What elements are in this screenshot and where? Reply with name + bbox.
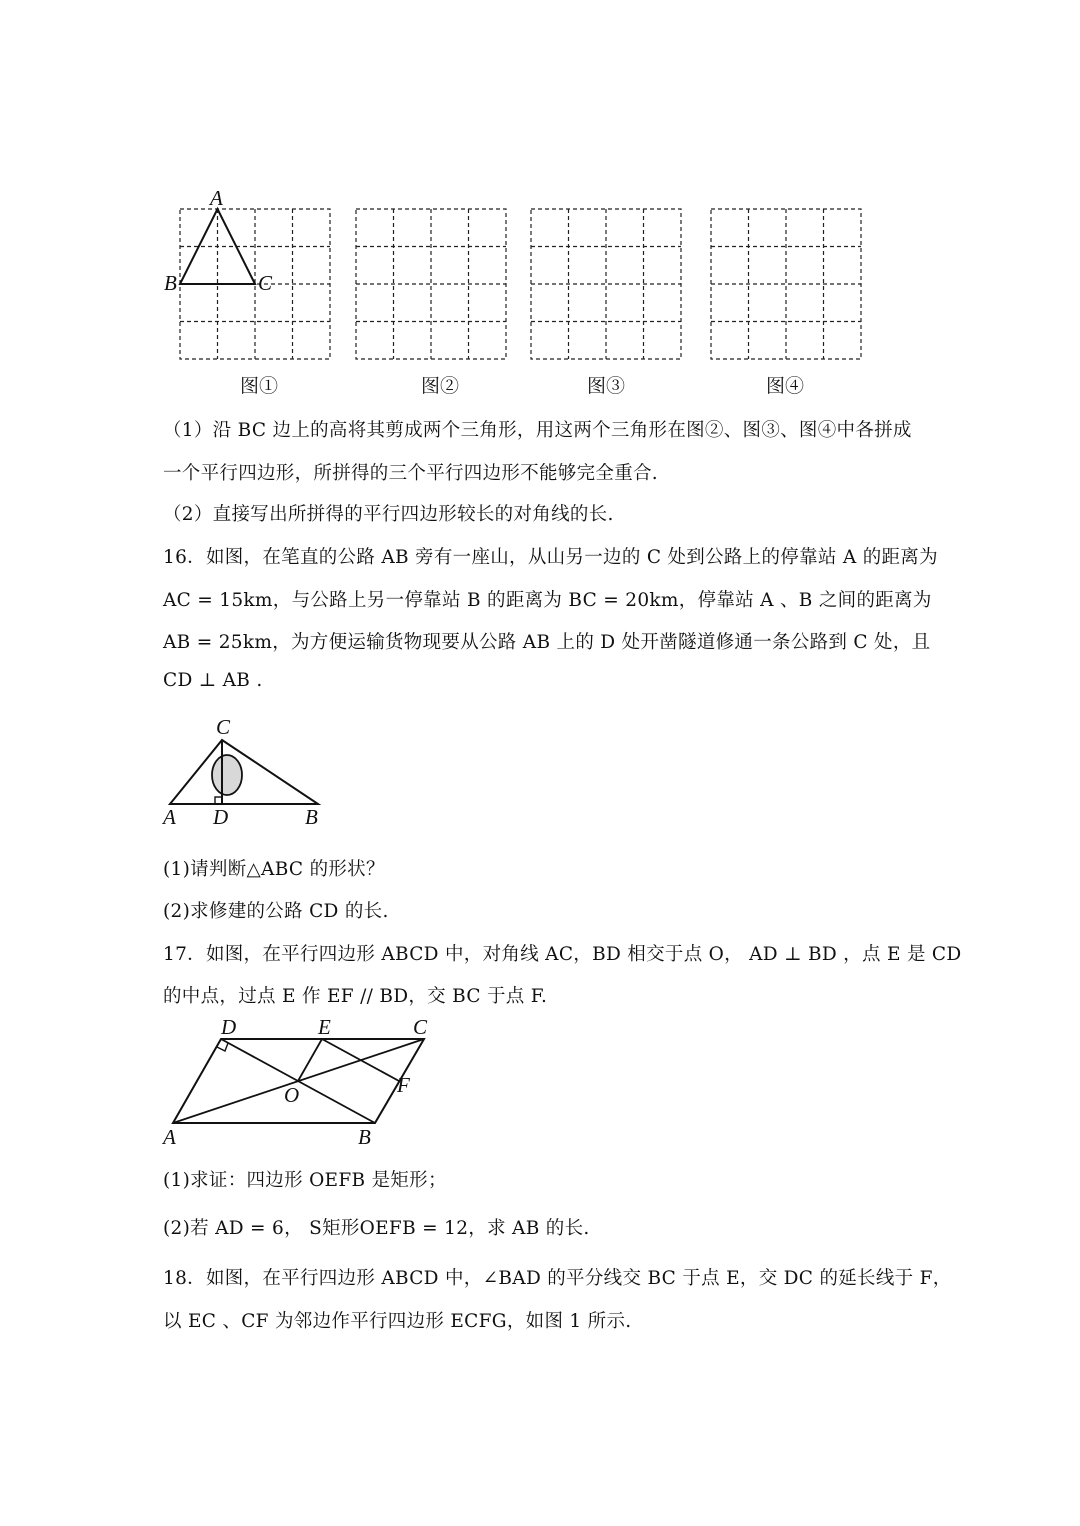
q15-part1-line2: 一个平行四边形，所拼得的三个平行四边形不能够完全重合. <box>163 463 658 484</box>
q16-line4: CD ⊥ AB . <box>163 670 263 691</box>
q16-label-a: A <box>163 805 176 829</box>
q17-part2: (2)若 AD = 6， S矩形OEFB = 12，求 AB 的长. <box>163 1218 590 1239</box>
q15-part2: （2）直接写出所拼得的平行四边形较长的对角线的长. <box>163 504 614 525</box>
q17-label-f: F <box>397 1073 410 1097</box>
q16-label-b: B <box>305 805 318 829</box>
q17-part1: (1)求证：四边形 OEFB 是矩形； <box>163 1170 447 1191</box>
caption-fig-4: 图④ <box>766 375 805 397</box>
q16-line1: 16．如图，在笔直的公路 AB 旁有一座山，从山另一边的 C 处到公路上的停靠站 A 的距离为 <box>163 547 938 568</box>
caption-fig-3: 图③ <box>587 375 626 397</box>
q17-line2: 的中点，过点 E 作 EF // BD，交 BC 于点 F. <box>163 986 548 1007</box>
q17-label-a: A <box>163 1125 176 1149</box>
q16-line3: AB = 25km，为方便运输货物现要从公路 AB 上的 D 处开凿隧道修通一条公路到 C 处，且 <box>163 632 931 653</box>
q16-label-d: D <box>213 805 229 829</box>
caption-fig-2: 图② <box>421 375 460 397</box>
q18-line1: 18．如图，在平行四边形 ABCD 中，∠BAD 的平分线交 BC 于点 E，交 DC 的延长线于 F， <box>163 1268 952 1289</box>
label-c: C <box>258 271 273 295</box>
q16-label-c: C <box>216 715 231 739</box>
q16-part2: (2)求修建的公路 CD 的长. <box>163 901 389 922</box>
q17-label-d: D <box>221 1015 237 1039</box>
q16-line2: AC = 15km，与公路上另一停靠站 B 的距离为 BC = 20km，停靠站 A 、B 之间的距离为 <box>163 590 932 611</box>
q15-part1-line1: （1）沿 BC 边上的高将其剪成两个三角形，用这两个三角形在图②、图③、图④中各拼成 <box>163 420 912 441</box>
q16-part1: (1)请判断△ABC 的形状？ <box>163 859 385 880</box>
label-a: A <box>210 186 223 210</box>
q17-label-o: O <box>284 1083 300 1107</box>
q17-line1: 17．如图，在平行四边形 ABCD 中，对角线 AC，BD 相交于点 O， AD ⊥ BD ，点 E 是 CD <box>163 944 962 965</box>
q17-label-c: C <box>413 1015 428 1039</box>
q17-label-e: E <box>318 1015 331 1039</box>
q18-line2: 以 EC 、CF 为邻边作平行四边形 ECFG，如图 1 所示. <box>163 1311 632 1332</box>
q17-label-b: B <box>358 1125 371 1149</box>
label-b: B <box>164 271 177 295</box>
caption-fig-1: 图① <box>240 375 279 397</box>
